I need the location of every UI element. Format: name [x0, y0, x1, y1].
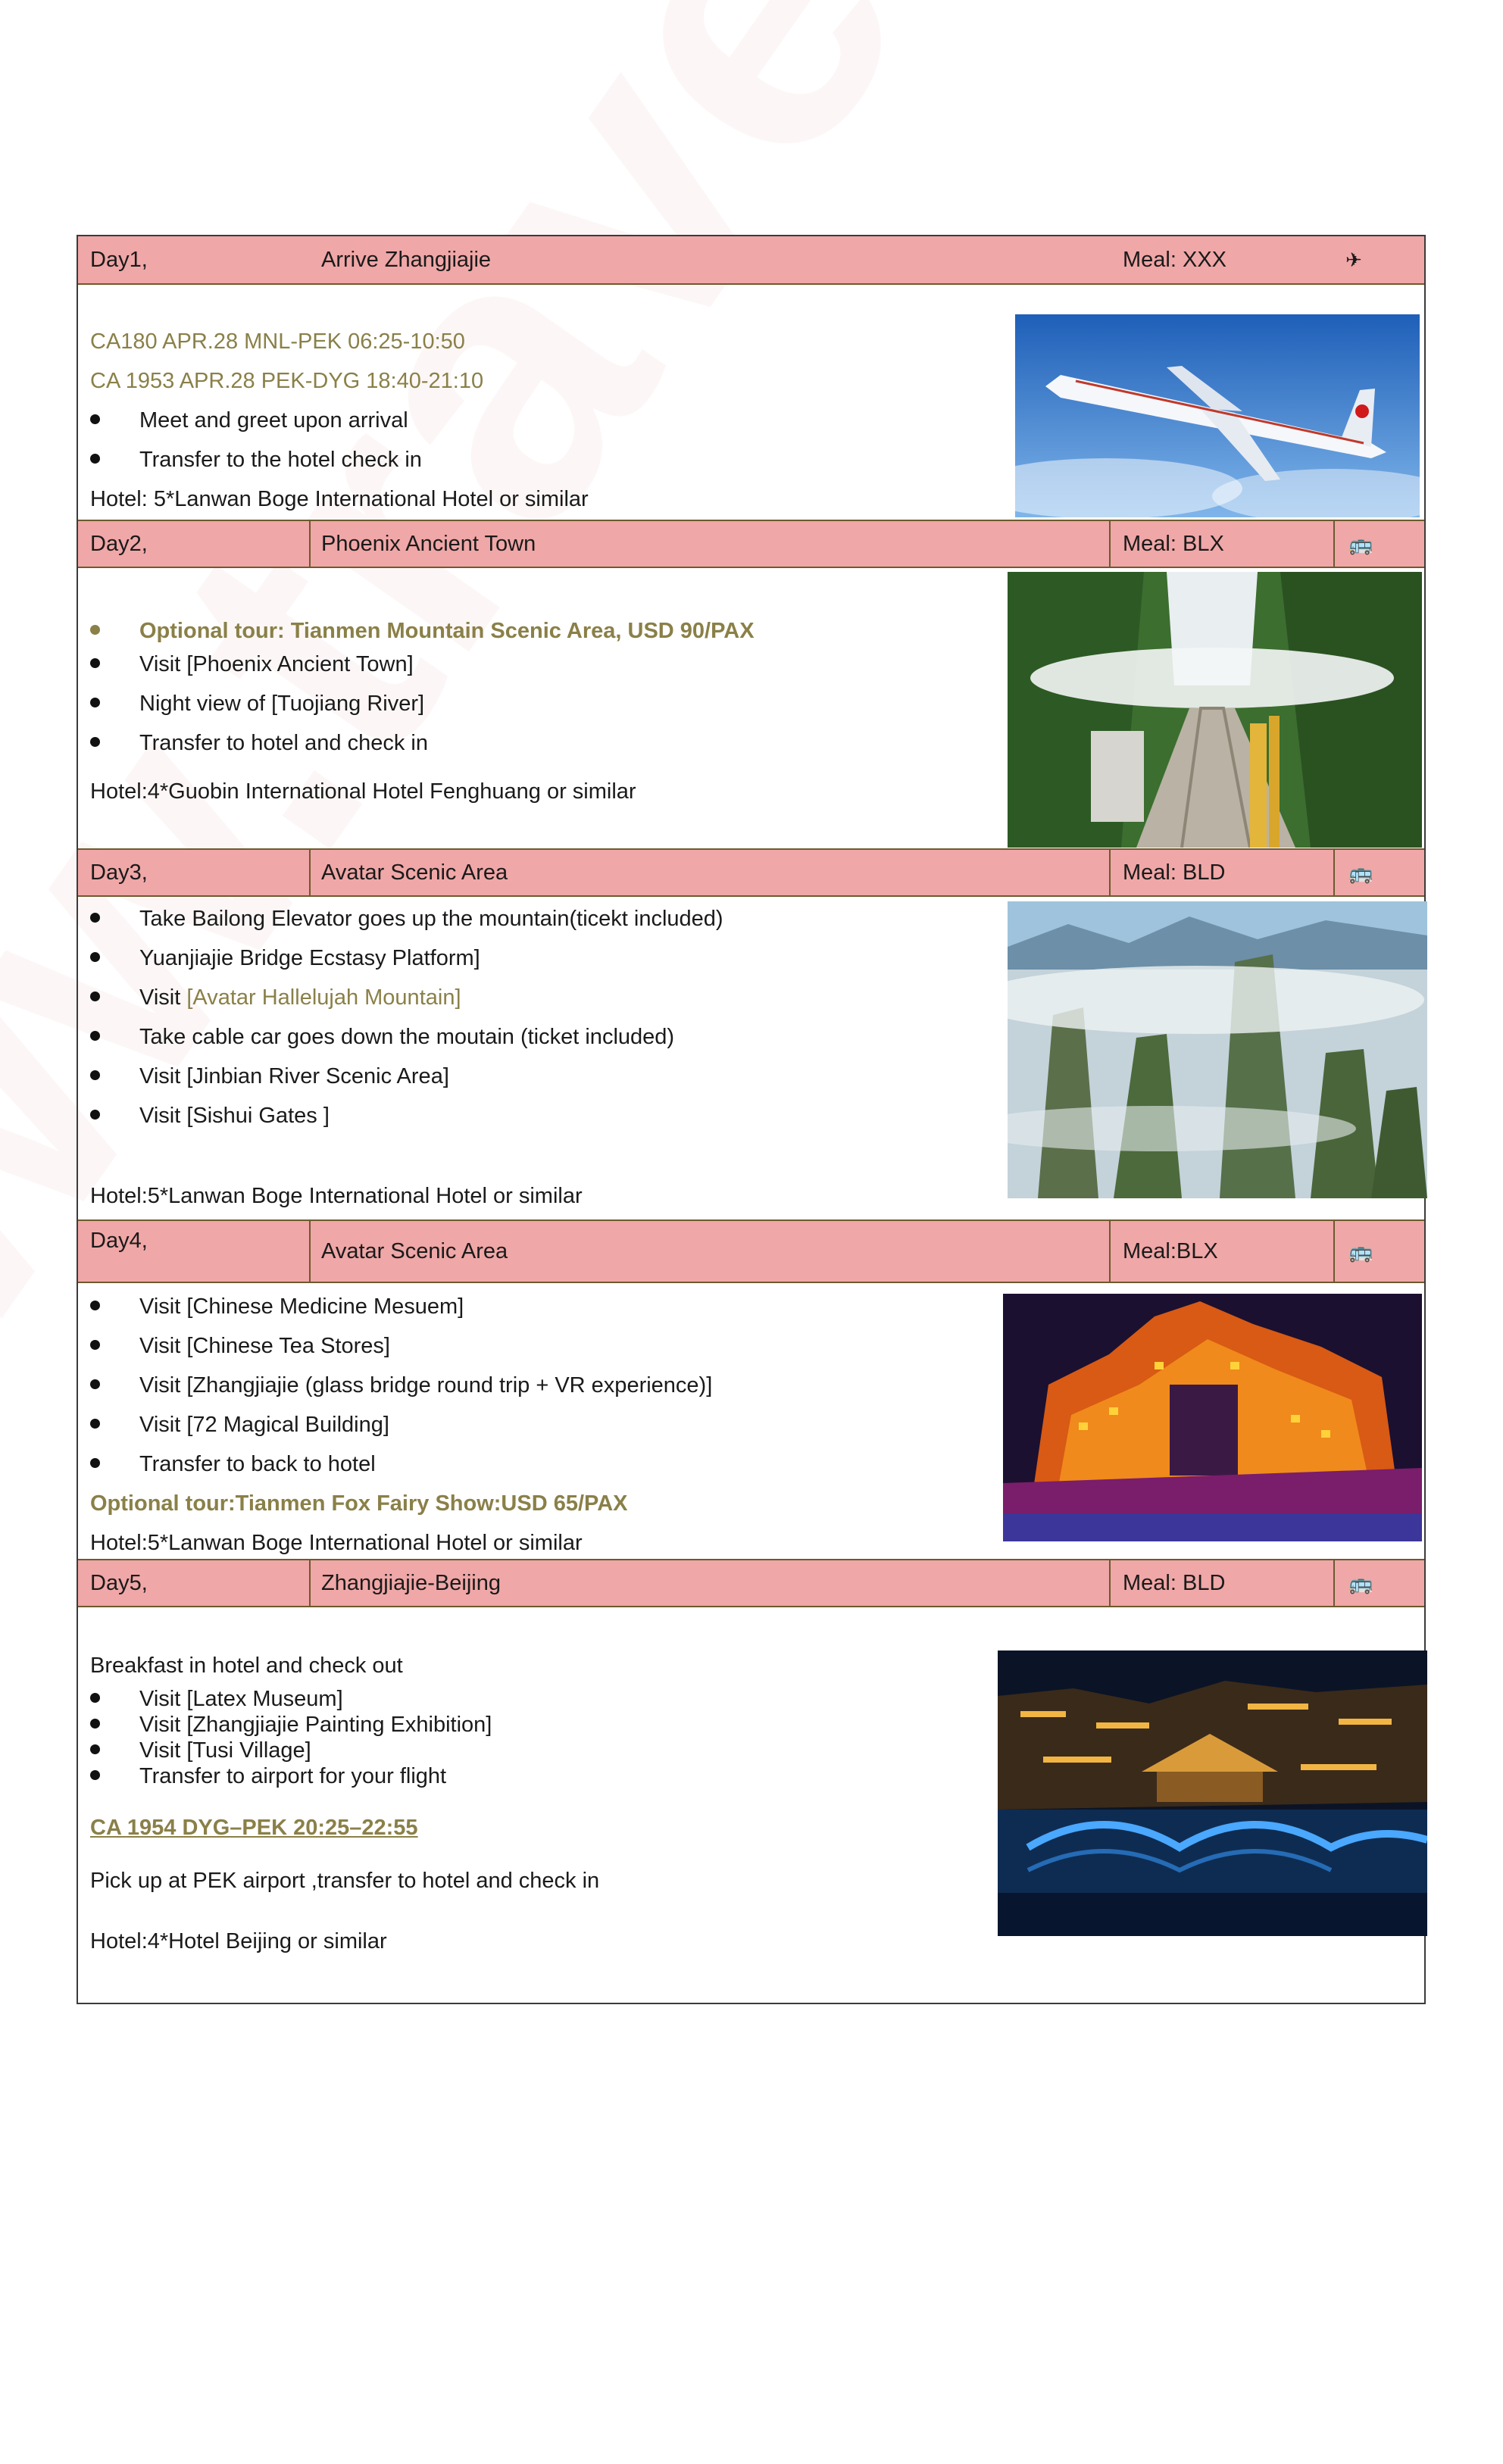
airplane-photo	[1015, 314, 1420, 517]
hotel-info: Hotel:5*Lanwan Boge International Hotel or similar	[90, 1184, 583, 1208]
bullet-icon	[90, 1770, 100, 1780]
bullet-icon	[90, 1070, 100, 1080]
meal-label: Meal: BLX	[1123, 531, 1224, 556]
day-label: Day4,	[90, 1229, 148, 1253]
phoenix-town-night-photo	[998, 1650, 1427, 1936]
day-title: Phoenix Ancient Town	[321, 531, 536, 556]
list-item: Night view of [Tuojiang River]	[90, 691, 424, 717]
day3-body	[78, 897, 1424, 1220]
hotel-info: Hotel:4*Guobin International Hotel Fenghuang or similar	[90, 779, 636, 804]
bullet-icon	[90, 1458, 100, 1468]
highlight-attraction: [Avatar Hallelujah Mountain]	[186, 985, 461, 1010]
day3-header	[78, 848, 1424, 897]
list-item: Transfer to hotel and check in	[90, 730, 428, 757]
bullet-icon	[90, 698, 100, 707]
list-item: Visit [Chinese Medicine Mesuem]	[90, 1294, 464, 1320]
hotel-info: Hotel:4*Hotel Beijing or similar	[90, 1929, 387, 1953]
day5-body	[78, 1607, 1424, 2004]
meal-label: Meal: XXX	[1123, 247, 1226, 272]
day1-body	[78, 285, 1424, 520]
bullet-icon	[90, 1719, 100, 1729]
day-label: Day5,	[90, 1570, 148, 1595]
list-item: Visit [Sishui Gates ]	[90, 1103, 330, 1129]
day1-header	[78, 236, 1424, 285]
bullet-icon	[90, 1301, 100, 1310]
day-label: Day3,	[90, 860, 148, 885]
bullet-icon	[90, 1419, 100, 1429]
day4-header	[78, 1220, 1424, 1283]
day5-header	[78, 1559, 1424, 1607]
flight-info: CA 1953 APR.28 PEK-DYG 18:40-21:10	[90, 369, 484, 393]
bullet-icon	[90, 737, 100, 747]
bullet-icon	[90, 1693, 100, 1703]
breakfast-info: Breakfast in hotel and check out	[90, 1654, 403, 1678]
list-item: Visit [72 Magical Building]	[90, 1412, 389, 1438]
bullet-icon	[90, 913, 100, 923]
bus-icon: 🚌	[1348, 1239, 1373, 1263]
airplane-icon: ✈	[1345, 248, 1362, 271]
list-item: Take cable car goes down the moutain (ticket included)	[90, 1024, 674, 1051]
optional-tour: Optional tour: Tianmen Mountain Scenic Area, USD 90/PAX	[90, 618, 755, 645]
list-item: Transfer to back to hotel	[90, 1451, 376, 1478]
list-item: Visit [Chinese Tea Stores]	[90, 1333, 390, 1360]
pickup-info: Pick up at PEK airport ,transfer to hotel and check in	[90, 1869, 600, 1893]
list-item: Visit [Zhangjiajie (glass bridge round trip + VR experience)]	[90, 1373, 712, 1399]
list-item: Meet and greet upon arrival	[90, 408, 408, 434]
bullet-icon	[90, 658, 100, 668]
day-title: Avatar Scenic Area	[321, 1238, 508, 1263]
list-item: Visit [Phoenix Ancient Town]	[90, 651, 414, 678]
bus-icon: 🚌	[1348, 860, 1373, 884]
bullet-icon	[90, 1340, 100, 1350]
meal-label: Meal:BLX	[1123, 1238, 1218, 1263]
bullet-icon	[90, 414, 100, 424]
list-item: Transfer to the hotel check in	[90, 447, 422, 473]
day2-body	[78, 568, 1424, 848]
hotel-info: Hotel: 5*Lanwan Boge International Hotel or similar	[90, 487, 589, 511]
list-item: Visit [Zhangjiajie Painting Exhibition]	[90, 1712, 492, 1738]
meal-label: Meal: BLD	[1123, 860, 1226, 885]
day4-body	[78, 1283, 1424, 1559]
flight-info: CA180 APR.28 MNL-PEK 06:25-10:50	[90, 329, 465, 354]
bus-icon: 🚌	[1348, 1571, 1373, 1594]
list-item: Transfer to airport for your flight	[90, 1763, 446, 1790]
meal-label: Meal: BLD	[1123, 1570, 1226, 1595]
day-title: Arrive Zhangjiajie	[321, 247, 492, 272]
list-item: Visit [Latex Museum]	[90, 1686, 343, 1713]
list-item: Visit [Avatar Hallelujah Mountain]	[90, 985, 461, 1011]
list-item: Visit [Tusi Village]	[90, 1738, 311, 1764]
day-title: Avatar Scenic Area	[321, 860, 508, 885]
bullet-icon	[90, 1379, 100, 1389]
flight-info: CA 1954 DYG–PEK 20:25–22:55	[90, 1816, 418, 1840]
day-title: Zhangjiajie-Beijing	[321, 1570, 501, 1595]
bullet-icon	[90, 1744, 100, 1754]
day2-header	[78, 520, 1424, 568]
optional-tour: Optional tour:Tianmen Fox Fairy Show:USD 65/PAX	[90, 1491, 628, 1516]
bus-icon: 🚌	[1348, 532, 1373, 555]
bullet-icon	[90, 454, 100, 464]
list-item: Take Bailong Elevator goes up the mountain(ticekt included)	[90, 906, 723, 932]
magical-building-photo	[1003, 1294, 1422, 1541]
tianmen-mountain-photo	[1008, 572, 1422, 848]
list-item: Visit [Jinbian River Scenic Area]	[90, 1063, 449, 1090]
day-label: Day2,	[90, 531, 148, 556]
bullet-icon	[90, 992, 100, 1001]
hotel-info: Hotel:5*Lanwan Boge International Hotel or similar	[90, 1531, 583, 1555]
bullet-icon	[90, 625, 100, 635]
day-label: Day1,	[90, 247, 148, 272]
itinerary-table	[77, 235, 1426, 2004]
bullet-icon	[90, 1031, 100, 1041]
bullet-icon	[90, 952, 100, 962]
bullet-icon	[90, 1110, 100, 1120]
avatar-mountains-photo	[1008, 901, 1427, 1198]
list-item: Yuanjiajie Bridge Ecstasy Platform]	[90, 945, 480, 972]
